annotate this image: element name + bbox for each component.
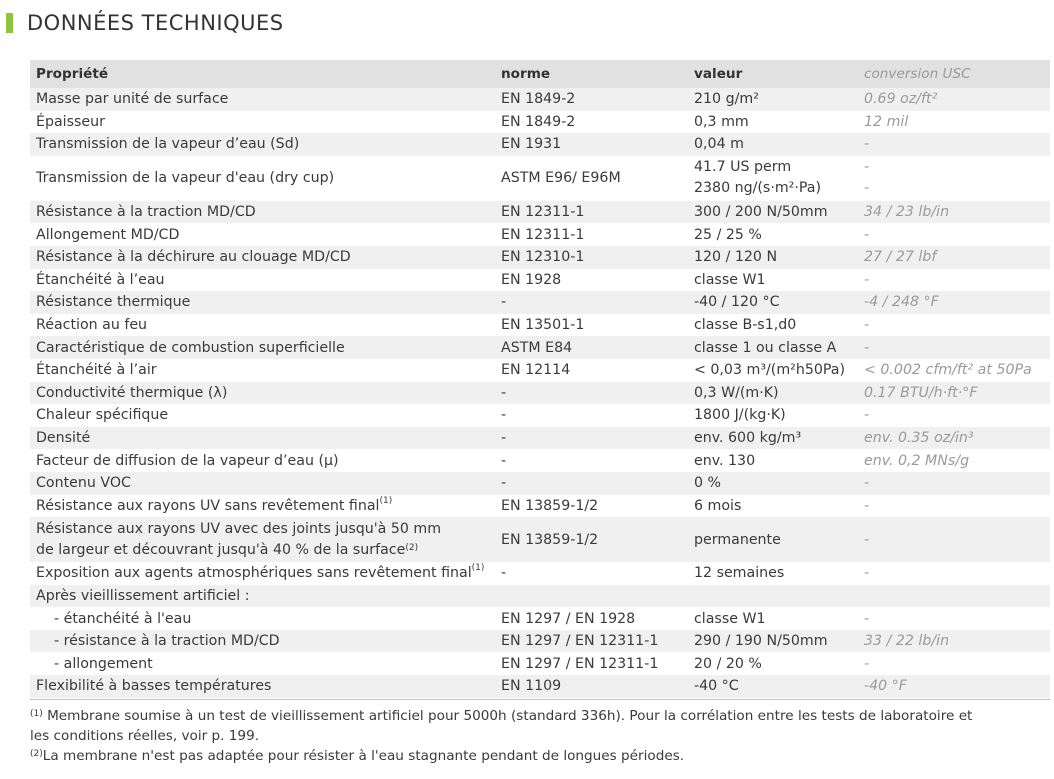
cell-value: 41.7 US perm 2380 ng/(s·m²·Pa): [694, 159, 821, 197]
cell-norm: EN 1297 / EN 1928: [501, 610, 636, 627]
cell-value: classe B-s1,d0: [694, 317, 797, 334]
cell-property: Densité: [36, 430, 91, 447]
cell-property: Caractéristique de combustion superficielle: [36, 339, 345, 356]
cell-usc: -40 °F: [864, 678, 907, 695]
header-norm: norme: [495, 60, 688, 88]
header-property: Propriété: [30, 60, 495, 88]
cell-value: 290 / 190 N/50mm: [694, 633, 828, 650]
cell-norm: EN 13501-1: [501, 317, 585, 334]
cell-norm: -: [501, 565, 507, 582]
cell-usc: 12 mil: [864, 113, 909, 130]
cell-norm: -: [501, 294, 507, 311]
table-row: [30, 246, 1050, 269]
cell-value: -40 °C: [694, 678, 739, 695]
table-header-row: [30, 60, 1050, 88]
cell-value: permanente: [694, 531, 781, 548]
cell-property: Transmission de la vapeur d’eau (Sd): [36, 136, 300, 153]
cell-value: 25 / 25 %: [694, 226, 762, 243]
footnote-1-text: Membrane soumise à un test de vieillissement artificiel pour 5000h (standard 336h). Pour la corrélation entre les tests de laboratoire et: [47, 708, 973, 724]
cell-property: Étanchéité à l’eau: [36, 271, 165, 288]
table-row: [30, 652, 1050, 675]
table-row: [30, 404, 1050, 427]
table-row: [30, 675, 1050, 698]
title-accent-bar: [6, 13, 13, 33]
cell-value: env. 130: [694, 452, 756, 469]
cell-norm: EN 13859-1/2: [501, 497, 599, 514]
cell-norm: -: [501, 407, 507, 424]
cell-usc: -: [864, 655, 870, 672]
cell-value: classe W1: [694, 271, 766, 288]
cell-usc: -: [864, 271, 870, 288]
footnote-ref: (2): [405, 542, 419, 553]
section-header: [6, 10, 284, 36]
cell-usc: 0.69 oz/ft²: [864, 91, 938, 108]
cell-usc: 27 / 27 lbf: [864, 249, 937, 266]
footnote-2-text: La membrane n'est pas adaptée pour résister à l'eau stagnante pendant de longues périodes.: [42, 748, 685, 764]
cell-property: Flexibilité à basses températures: [36, 678, 272, 695]
cell-usc: < 0.002 cfm/ft² at 50Pa: [864, 362, 1032, 379]
cell-property: Après vieillissement artificiel :: [36, 587, 250, 604]
footnote-ref: (1): [471, 563, 485, 574]
cell-norm: ASTM E96/ E96M: [501, 170, 621, 187]
header-value: valeur: [688, 60, 858, 88]
cell-usc: [858, 585, 1050, 608]
cell-value: < 0,03 m³/(m²h50Pa): [694, 362, 846, 379]
cell-property: Contenu VOC: [36, 475, 131, 492]
table-row: [30, 269, 1050, 292]
table-row: [30, 336, 1050, 359]
cell-norm: EN 1297 / EN 12311-1: [501, 655, 659, 672]
cell-norm: -: [501, 452, 507, 469]
table-row: [30, 495, 1050, 518]
cell-usc: 33 / 22 lb/in: [864, 633, 950, 650]
cell-property: Étanchéité à l’air: [36, 362, 157, 379]
table-row: [30, 585, 1050, 608]
cell-value: 0,3 W/(m·K): [694, 384, 779, 401]
cell-property: Masse par unité de surface: [36, 91, 229, 108]
cell-value: 0,3 mm: [694, 113, 749, 130]
footnote-1-mark: (1): [30, 709, 43, 719]
cell-property: Conductivité thermique (λ): [36, 384, 228, 401]
table-row: [30, 359, 1050, 382]
cell-norm: -: [501, 430, 507, 447]
cell-usc: -: [864, 565, 870, 582]
cell-property: Facteur de diffusion de la vapeur d’eau (µ): [36, 452, 339, 469]
cell-value: -40 / 120 °C: [694, 294, 780, 311]
cell-property: Allongement MD/CD: [36, 226, 180, 243]
cell-norm: EN 1849-2: [501, 91, 576, 108]
cell-property: Épaisseur: [36, 113, 105, 130]
cell-property: Transmission de la vapeur d'eau (dry cup): [36, 170, 335, 187]
cell-value: 20 / 20 %: [694, 655, 762, 672]
cell-norm: EN 1931: [501, 136, 562, 153]
cell-usc: env. 0.35 oz/in³: [864, 430, 974, 447]
cell-property: Résistance à la traction MD/CD: [36, 204, 256, 221]
cell-norm: EN 1109: [501, 678, 562, 695]
table-row: [30, 156, 1050, 201]
table-row: [30, 630, 1050, 653]
table-row: [30, 472, 1050, 495]
cell-value: 300 / 200 N/50mm: [694, 204, 828, 221]
cell-usc: env. 0,2 MNs/g: [864, 452, 970, 469]
cell-property: Résistance thermique: [36, 294, 191, 311]
table-row: [30, 133, 1050, 156]
cell-value: [688, 585, 858, 608]
cell-value: 6 mois: [694, 497, 742, 514]
technical-data-table: [30, 60, 1050, 698]
cell-value: 210 g/m²: [694, 91, 759, 108]
cell-norm: [495, 585, 688, 608]
table-row: [30, 562, 1050, 585]
cell-value: classe 1 ou classe A: [694, 339, 837, 356]
cell-property: Résistance aux rayons UV avec des joints jusqu'à 50 mm de largeur et découvrant jusqu'à 40 % de la surface$^{(2)}$: [36, 520, 442, 558]
cell-property: Résistance aux rayons UV sans revêtement final$^{(1)}$: [36, 495, 393, 514]
cell-norm: EN 1849-2: [501, 113, 576, 130]
cell-norm: EN 13859-1/2: [501, 531, 599, 548]
cell-usc: 0.17 BTU/h·ft·°F: [864, 384, 978, 401]
cell-usc: -: [864, 531, 870, 548]
table-row: [30, 201, 1050, 224]
cell-usc: -: [864, 226, 870, 243]
cell-usc: -: [864, 136, 870, 153]
cell-value: classe W1: [694, 610, 766, 627]
cell-norm: EN 12310-1: [501, 249, 585, 266]
footnotes: [30, 706, 1050, 766]
table-bottom-rule: [30, 699, 1050, 700]
cell-value: 0 %: [694, 475, 722, 492]
table-row: [30, 223, 1050, 246]
cell-value: 120 / 120 N: [694, 249, 778, 266]
cell-value: 12 semaines: [694, 565, 785, 582]
cell-usc: -4 / 248 °F: [864, 294, 939, 311]
cell-property: Résistance à la déchirure au clouage MD/CD: [36, 249, 351, 266]
table-row: [30, 607, 1050, 630]
table-row: [30, 314, 1050, 337]
cell-usc: -: [864, 610, 870, 627]
footnote-2-mark: (2): [30, 749, 43, 759]
table-row: [30, 449, 1050, 472]
table-row: [30, 111, 1050, 134]
table-row: [30, 517, 1050, 562]
footnote-2: [30, 746, 1050, 766]
page-title: DONNÉES TECHNIQUES: [27, 11, 284, 35]
cell-property: Exposition aux agents atmosphériques sans revêtement final$^{(1)}$: [36, 563, 485, 582]
cell-norm: EN 12114: [501, 362, 571, 379]
footnote-ref: (1): [379, 495, 393, 506]
footnote-1-text-cont: les conditions réelles, voir p. 199.: [30, 728, 260, 744]
cell-property: - étanchéité à l'eau: [54, 610, 192, 627]
cell-usc: 34 / 23 lb/in: [864, 204, 950, 221]
cell-value: 1800 J/(kg·K): [694, 407, 786, 424]
cell-property: Réaction au feu: [36, 317, 148, 334]
cell-norm: -: [501, 475, 507, 492]
cell-usc: -: [864, 339, 870, 356]
cell-usc: -: [864, 407, 870, 424]
cell-property: - allongement: [54, 655, 153, 672]
cell-norm: EN 1928: [501, 271, 562, 288]
cell-norm: EN 12311-1: [501, 226, 585, 243]
cell-norm: EN 12311-1: [501, 204, 585, 221]
cell-norm: EN 1297 / EN 12311-1: [501, 633, 659, 650]
cell-usc: -: [864, 475, 870, 492]
table-row: [30, 382, 1050, 405]
table-row: [30, 88, 1050, 111]
cell-usc: -: [864, 497, 870, 514]
cell-usc: - -: [864, 159, 870, 197]
cell-usc: -: [864, 317, 870, 334]
cell-value: env. 600 kg/m³: [694, 430, 802, 447]
cell-norm: ASTM E84: [501, 339, 573, 356]
cell-norm: -: [501, 384, 507, 401]
footnote-1: [30, 706, 1050, 746]
table-row: [30, 427, 1050, 450]
header-usc: conversion USC: [858, 60, 1050, 88]
table-row: [30, 291, 1050, 314]
cell-value: 0,04 m: [694, 136, 744, 153]
cell-property: Chaleur spécifique: [36, 407, 169, 424]
cell-property: - résistance à la traction MD/CD: [54, 633, 280, 650]
